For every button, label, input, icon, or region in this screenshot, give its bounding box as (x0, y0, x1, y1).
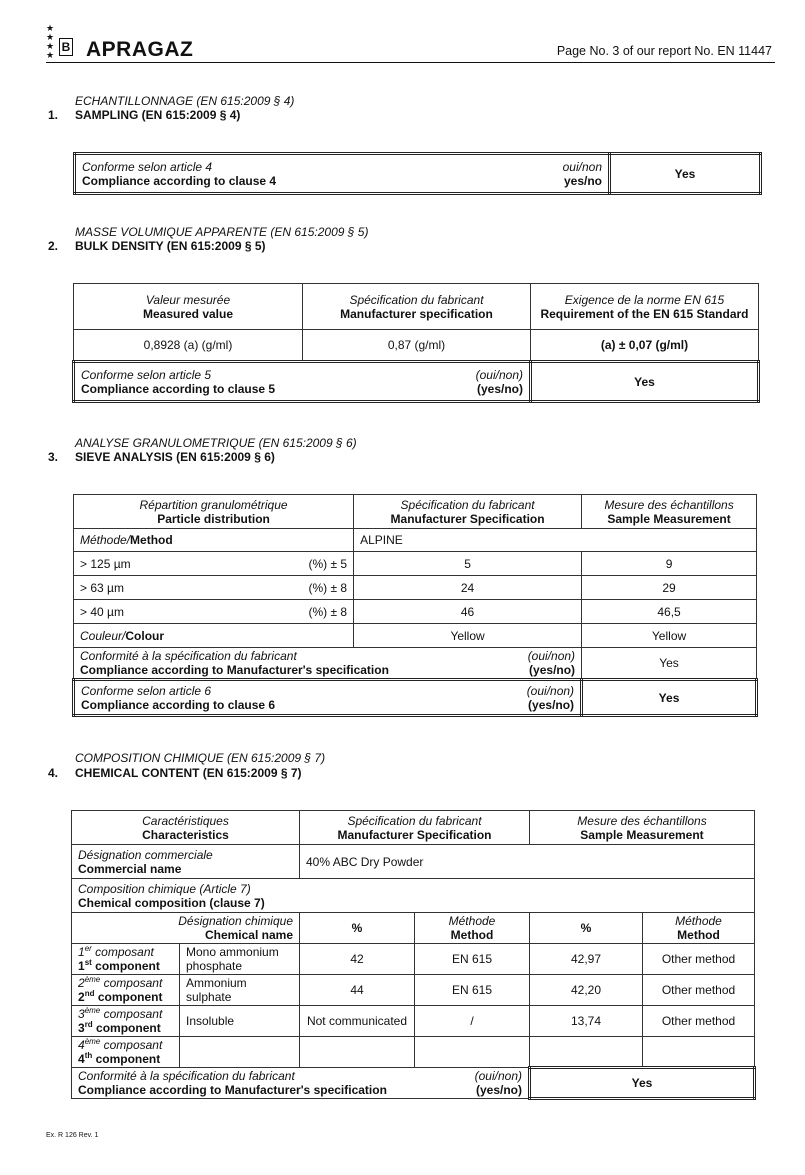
sa-row-size: > 40 µm (74, 600, 229, 624)
cc-spec-method (415, 1037, 530, 1068)
cc-meas-pct: 42,97 (530, 944, 643, 975)
cc-spec-method: EN 615 (415, 944, 530, 975)
cc-spec-method-header: Méthode Method (415, 913, 530, 944)
bd-compliance-label: Conforme selon article 5 (oui/non) Compliance according to clause 5 (yes/no) (74, 362, 531, 402)
sa-row-tolerance: (%) ± 5 (228, 552, 353, 576)
form-reference: Ex. R 126 Rev. 1 (46, 1132, 99, 1139)
cc-meas-method-header: Méthode Method (643, 913, 755, 944)
section-4-number: 4. (48, 766, 59, 780)
sa-method-label: Méthode/Method (74, 529, 354, 552)
sa-row-tolerance: (%) ± 8 (228, 600, 353, 624)
cc-meas-pct: 13,74 (530, 1006, 643, 1037)
cc-component-name: Ammonium sulphate (180, 975, 300, 1006)
cc-spec-pct: 44 (300, 975, 415, 1006)
sa-row-spec: 24 (354, 576, 582, 600)
cc-spec-pct: Not communicated (300, 1006, 415, 1037)
sa-row-size: > 125 µm (74, 552, 229, 576)
cc-component-name: Insoluble (180, 1006, 300, 1037)
cc-component-label: 1er composant 1st component (72, 944, 180, 975)
cc-header-characteristics: Caractéristiques Characteristics (72, 811, 300, 845)
cc-meas-pct (530, 1037, 643, 1068)
sa-colour-label: Couleur/Colour (74, 624, 354, 648)
bd-header-requirement: Exigence de la norme EN 615 Requirement of the EN 615 Standard (531, 284, 759, 330)
cc-component-label: 4ème composant 4th component (72, 1037, 180, 1068)
sa-method-value: ALPINE (354, 529, 757, 552)
cc-mfr-compliance-label: Conformité à la spécification du fabricant (oui/non) Compliance according to Manufacturer's specification (yes/no) (72, 1068, 530, 1099)
cc-component-label: 3ème composant 3rd component (72, 1006, 180, 1037)
sampling-table (73, 152, 762, 195)
bd-requirement-value: (a) ± 0,07 (g/ml) (531, 330, 759, 362)
sa-mfr-compliance-result: Yes (582, 648, 757, 680)
sa-header-measurement: Mesure des échantillons Sample Measurement (582, 495, 757, 529)
sa-row-measurement: 9 (582, 552, 757, 576)
bulk-density-table (72, 283, 760, 403)
sa-row-measurement: 46,5 (582, 600, 757, 624)
cc-meas-method (643, 1037, 755, 1068)
cc-spec-pct: 42 (300, 944, 415, 975)
section-3-title-en: SIEVE ANALYSIS (EN 615:2009 § 6) (75, 450, 275, 464)
cc-meas-method: Other method (643, 975, 755, 1006)
cc-chemical-name-header: Désignation chimique Chemical name (72, 913, 300, 944)
sampling-result: Yes (610, 154, 761, 194)
section-2-title-fr: MASSE VOLUMIQUE APPARENTE (EN 615:2009 § 5) (75, 225, 369, 239)
cc-mfr-compliance-result: Yes (530, 1068, 755, 1099)
sa-colour-measurement: Yellow (582, 624, 757, 648)
bd-header-measured: Valeur mesurée Measured value (74, 284, 303, 330)
sa-row-spec: 46 (354, 600, 582, 624)
sieve-analysis-table (72, 494, 758, 717)
cc-meas-pct-header: % (530, 913, 643, 944)
bd-header-spec: Spécification du fabricant Manufacturer specification (303, 284, 531, 330)
cc-component-name: Mono ammonium phosphate (180, 944, 300, 975)
cc-header-spec: Spécification du fabricant Manufacturer Specification (300, 811, 530, 845)
sa-header-spec: Spécification du fabricant Manufacturer Specification (354, 495, 582, 529)
sa-row-measurement: 29 (582, 576, 757, 600)
stars-icon: ★ ★ ★ ★ (46, 23, 56, 60)
sa-row-tolerance: (%) ± 8 (228, 576, 353, 600)
section-4-title-fr: COMPOSITION CHIMIQUE (EN 615:2009 § 7) (75, 751, 326, 765)
section-2-title-en: BULK DENSITY (EN 615:2009 § 5) (75, 239, 266, 253)
cc-spec-pct-header: % (300, 913, 415, 944)
logo-b-icon: B (59, 38, 73, 56)
sampling-compliance-label: Conforme selon article 4 oui/non Compliance according to clause 4 yes/no (75, 154, 610, 194)
sa-row-size: > 63 µm (74, 576, 229, 600)
cc-commercial-name-label: Désignation commerciale Commercial name (72, 845, 300, 879)
sa-compliance-result: Yes (582, 680, 757, 716)
bd-compliance-result: Yes (531, 362, 759, 402)
sa-colour-spec: Yellow (354, 624, 582, 648)
cc-composition-label: Composition chimique (Article 7) Chemical composition (clause 7) (72, 879, 755, 913)
sa-row-spec: 5 (354, 552, 582, 576)
section-1-number: 1. (48, 108, 59, 122)
cc-header-measurement: Mesure des échantillons Sample Measurement (530, 811, 755, 845)
cc-meas-method: Other method (643, 1006, 755, 1037)
section-4-title-en: CHEMICAL CONTENT (EN 615:2009 § 7) (75, 766, 302, 780)
page-reference: Page No. 3 of our report No. EN 11447 (556, 44, 772, 58)
section-3-number: 3. (48, 450, 59, 464)
cc-spec-pct (300, 1037, 415, 1068)
sa-header-distribution: Répartition granulométrique Particle distribution (74, 495, 354, 529)
sa-compliance-label: Conforme selon article 6 (oui/non) Compliance according to clause 6 (yes/no) (74, 680, 582, 716)
cc-meas-method: Other method (643, 944, 755, 975)
bd-measured-value: 0,8928 (a) (g/ml) (74, 330, 303, 362)
header-divider (46, 62, 775, 63)
section-1-title-en: SAMPLING (EN 615:2009 § 4) (75, 108, 241, 122)
section-3-title-fr: ANALYSE GRANULOMETRIQUE (EN 615:2009 § 6) (75, 436, 357, 450)
bd-spec-value: 0,87 (g/ml) (303, 330, 531, 362)
cc-spec-method: / (415, 1006, 530, 1037)
section-1-title-fr: ECHANTILLONNAGE (EN 615:2009 § 4) (75, 94, 295, 108)
cc-component-name (180, 1037, 300, 1068)
section-2-number: 2. (48, 239, 59, 253)
cc-component-label: 2ème composant 2nd component (72, 975, 180, 1006)
cc-meas-pct: 42,20 (530, 975, 643, 1006)
cc-spec-method: EN 615 (415, 975, 530, 1006)
brand-name: APRAGAZ (86, 38, 194, 61)
chemical-content-table (71, 810, 756, 1100)
cc-commercial-name-value: 40% ABC Dry Powder (300, 845, 755, 879)
sa-mfr-compliance-label: Conformité à la spécification du fabricant (oui/non) Compliance according to Manufacturer's specification (yes/no) (74, 648, 582, 680)
